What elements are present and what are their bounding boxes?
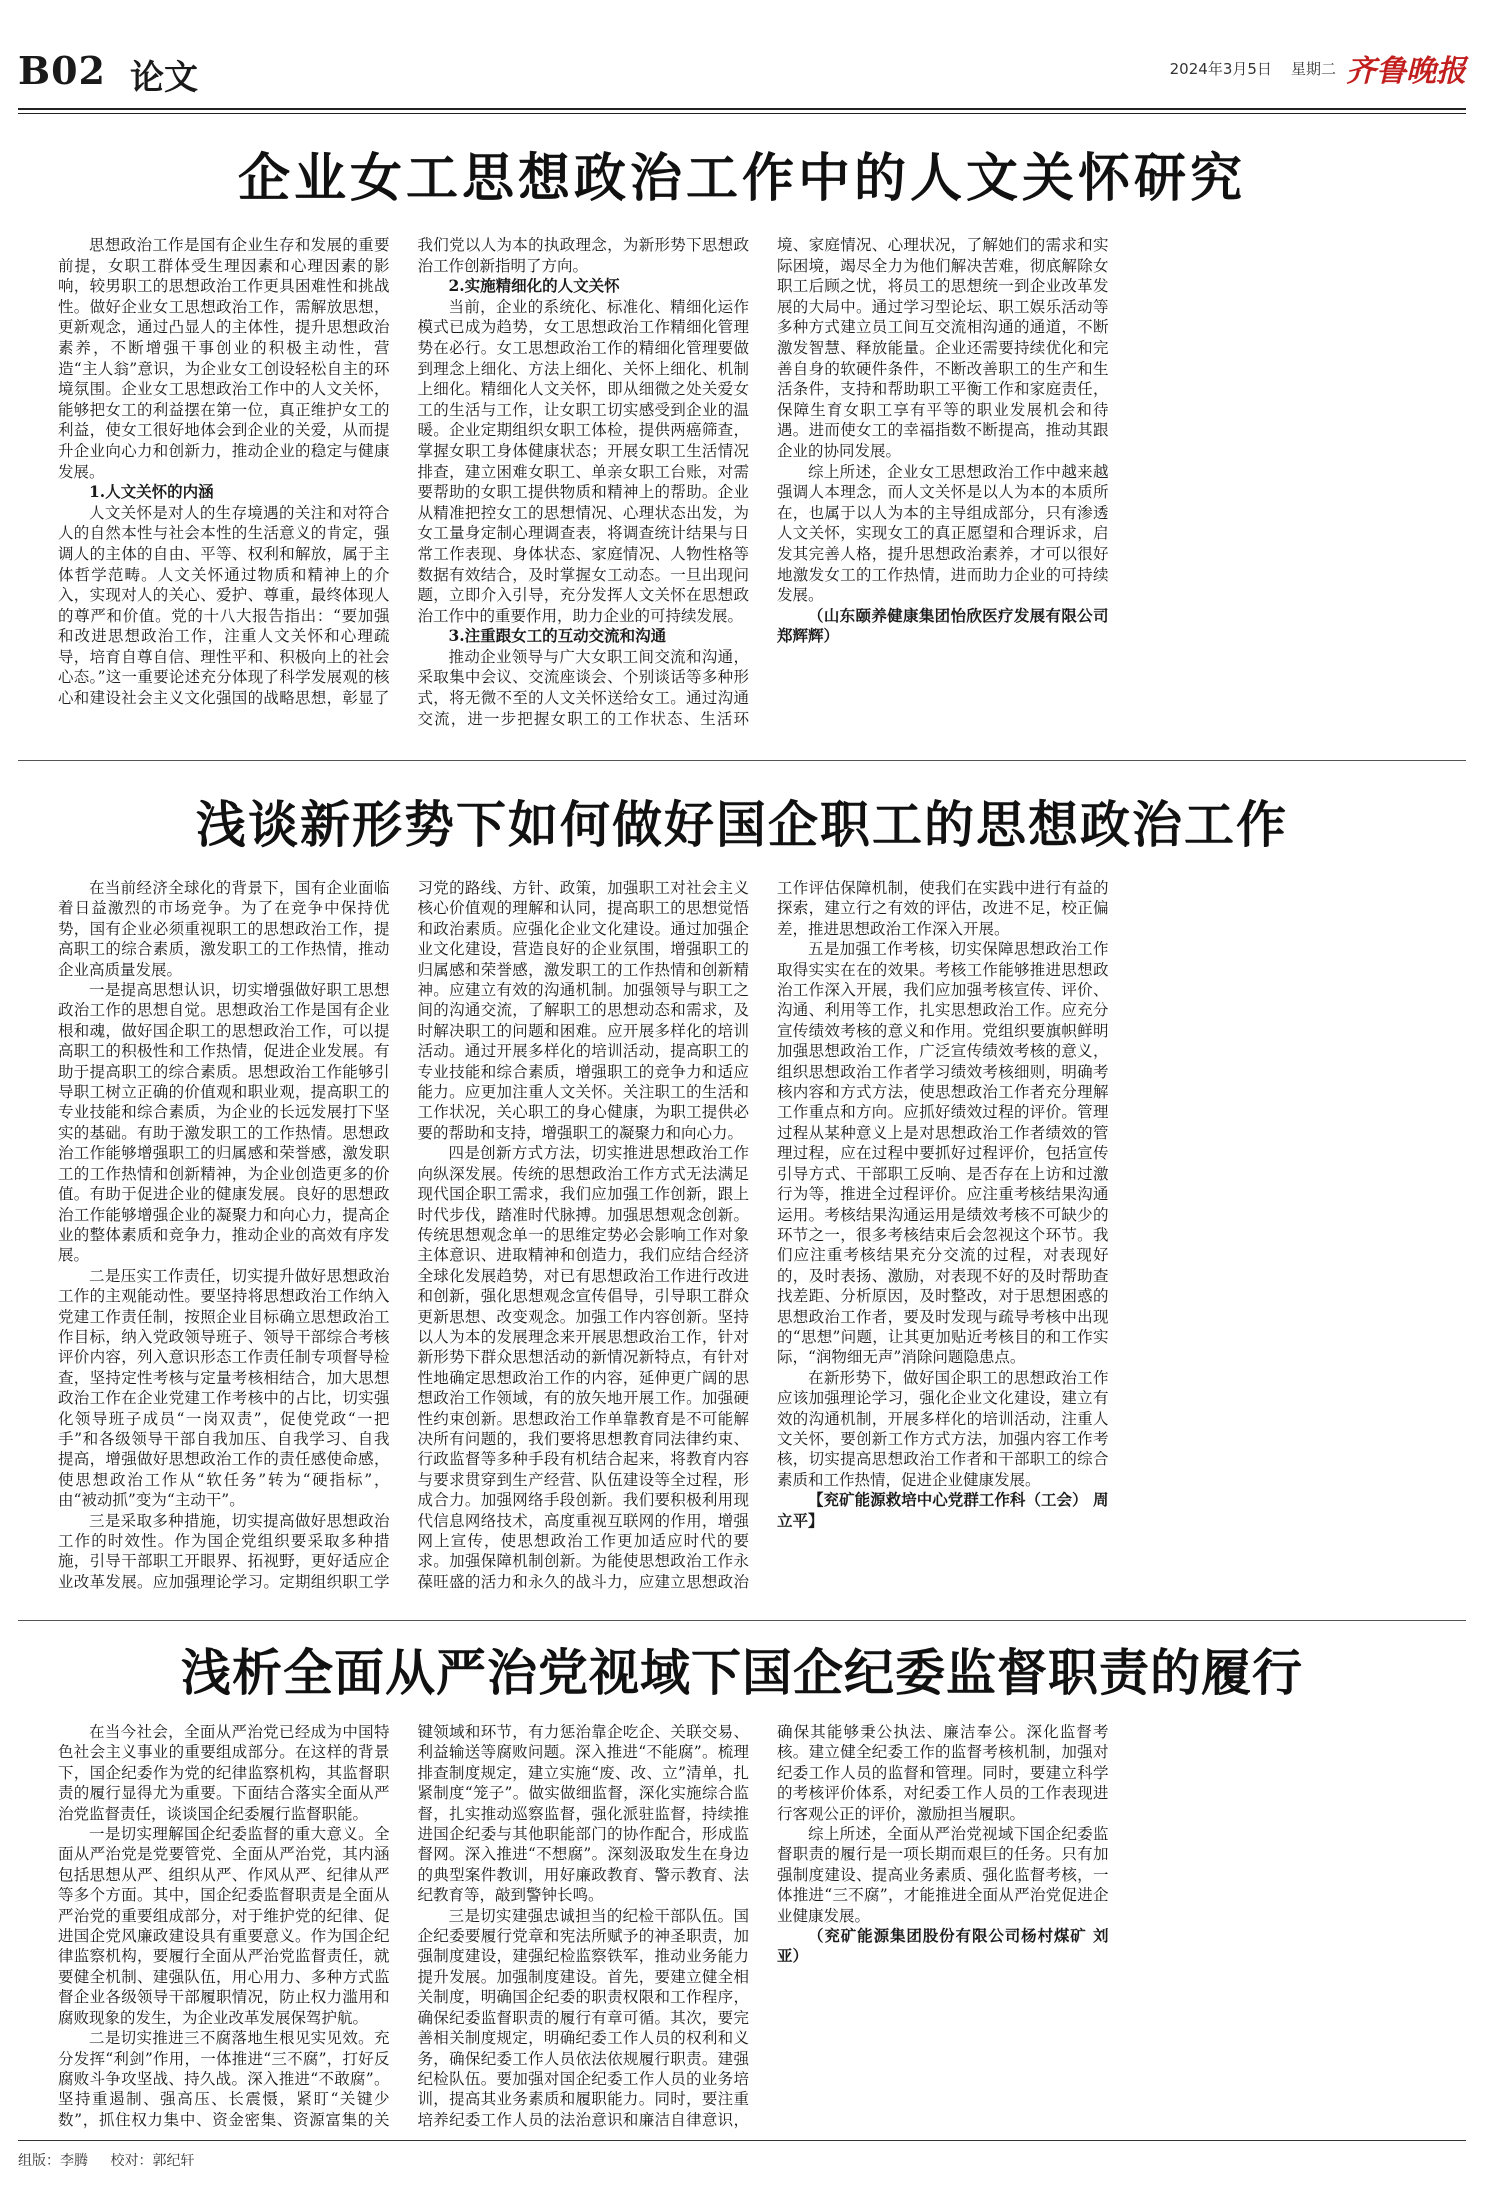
paragraph: 推动企业领导与广大女职工间交流和沟通，采取集中会议、交流座谈会、个别谈话等多种形式，将无微不至的人文关怀送给女工。通过沟通交流，进一步把握女职工的工作状态、生活环境、家庭情况、心理状况，了解她们的需求和实际困境，竭尽全力为他们解决苦难，彻底解除女职工后顾之忧，将员工的思想统一到企业改革发展的大局中。通过学习型论坛、职工娱乐活动等多种方式建立员工间互交流相沟通的通道，不断激发智慧、释放能量。企业还需要持续优化和完善自身的软硬件条件，不断改善职工的生产和生活条件，支持和帮助职工平衡工作和家庭责任，保障生育女职工享有平等的职业发展机会和待遇。进而使女工的幸福指数不断提高，推动其跟企业的协同发展。: [417, 236, 1109, 728]
page-header: [18, 36, 1466, 106]
paragraph: 在当前经济全球化的背景下，国有企业面临着日益激烈的市场竞争。为了在竞争中保持优势，国有企业必须重视职工的思想政治工作，提高职工的综合素质，激发职工的工作热情，推动企业高质量发展。: [58, 879, 390, 979]
article-separator: [18, 760, 1466, 761]
paragraph: 人文关怀是对人的生存境遇的关注和对符合人的自然本性与社会本性的生活意义的肯定，强调人的主体的自由、平等、权利和解放，属于主体哲学范畴。人文关怀通过物质和精神上的介入，实现对人的关心、爱护、尊重，最终体现人的尊严和价值。党的十八大报告指出：“要加强和改进思想政治工作，注重人文关怀和心理疏导，培育自尊自信、理性平和、积极向上的社会心态。”这一重要论述充分体现了科学发展观的核心和建设社会主义文化强国的战略思想，彰显了我们党以人为本的执政理念，为新形势下思想政治工作创新指明了方向。: [58, 236, 749, 708]
paragraph: 综上所述，全面从严治党视域下国企纪委监督职责的履行是一项长期而艰巨的任务。只有加强制度建设、提高业务素质、强化监督考核，一体推进“三不腐”，才能推进全面从严治党促进企业健康发展。: [777, 1825, 1109, 1925]
subheading: 2.实施精细化的人文关怀: [448, 276, 620, 296]
page-code: B02: [18, 48, 106, 93]
header-rule-thin: [18, 113, 1466, 114]
article-separator: [18, 1620, 1466, 1621]
paragraph: 在当今社会，全面从严治党已经成为中国特色社会主义事业的重要组成部分。在这样的背景下，国企纪委作为党的纪律监察机构，其监督职责的履行显得尤为重要。下面结合落实全面从严治党监督责任，谈谈国企纪委履行监督职能。: [58, 1723, 390, 1823]
paragraph: 一是切实理解国企纪委监督的重大意义。全面从严治党是党要管党、全面从严治党，其内涵包括思想从严、组织从严、作风从严、纪律从严等多个方面。其中，国企纪委监督职责是全面从严治党的重要组成部分，对于维护党的纪律、促进国企党风廉政建设具有重要意义。作为国企纪律监察机构，要履行全面从严治党监督责任，就要健全机制、建强队伍，用心用力、多种方式监督企业各级领导干部履职情况，防止权力滥用和腐败现象的发生，为企业改革发展保驾护航。: [58, 1825, 390, 2027]
subheading: 1.人文关怀的内涵: [89, 482, 214, 502]
paragraph: 三是采取多种措施，切实提高做好思想政治工作的时效性。作为国企党组织要采取多种措施，引导干部职工开眼界、拓视野，更好适应企业改革发展。应加强理论学习。定期组织职工学习党的路线、方针、政策，加强职工对社会主义核心价值观的理解和认同，提高职工的思想觉悟和政治素质。应强化企业文化建设。通过加强企业文化建设，营造良好的企业氛围，增强职工的归属感和荣誉感，激发职工的工作热情和创新精神。应建立有效的沟通机制。加强领导与职工之间的沟通交流，了解职工的思想动态和需求，及时解决职工的问题和困难。应开展多样化的培训活动。通过开展多样化的培训活动，提高职工的专业技能和综合素质，增强职工的竞争力和适应能力。应更加注重人文关怀。关注职工的生活和工作状况，关心职工的身心健康，为职工提供必要的帮助和支持，增强职工的凝聚力和向心力。: [58, 879, 749, 1591]
article-title: 浅谈新形势下如何做好国企职工的思想政治工作: [196, 795, 1288, 854]
paragraph: 当前，企业的系统化、标准化、精细化运作模式已成为趋势，女工思想政治工作精细化管理势在必行。女工思想政治工作的精细化管理要做到理念上细化、方法上细化、关怀上细化、机制上细化。精细化人文关怀，即从细微之处关爱女工的生活与工作，让女职工切实感受到企业的温暖。企业定期组织女职工体检，提供两癌筛查，掌握女职工身体健康状态；开展女职工生活情况排查，建立困难女职工、单亲女职工台账，对需要帮助的女职工提供物质和精神上的帮助。企业从精准把控女工的思想情况、心理状态出发，为女工量身定制心理调查表，将调查统计结果与日常工作表现、身体状态、家庭情况、人物性格等数据有效结合，及时掌握女工动态。一旦出现问题，立即介入引导，充分发挥人文关怀在思想政治工作中的重要作用，助力企业的可持续发展。: [417, 297, 749, 625]
date-line: [1170, 58, 1336, 79]
issue-weekday: 星期二: [1290, 60, 1336, 78]
masthead-logo: 齐鲁晚报: [1346, 54, 1466, 89]
paragraph: 一是提高思想认识，切实增强做好职工思想政治工作的思想自觉。思想政治工作是国有企业根和魂，做好国企职工的思想政治工作，可以提高职工的积极性和工作热情，促进企业发展。有助于提高职工的综合素质。思想政治工作能够引导职工树立正确的价值观和职业观，提高职工的专业技能和综合素质，为企业的长远发展打下坚实的基础。有助于激发职工的工作热情。思想政治工作能够增强职工的归属感和荣誉感，激发职工的工作热情和创新精神，为企业创造更多的价值。有助于促进企业的健康发展。良好的思想政治工作能够增强企业的凝聚力和向心力，提高企业的整体素质和竞争力，推动企业的高效有序发展。: [58, 981, 390, 1265]
article-3: [18, 1630, 1466, 2135]
author-byline: （兖矿能源集团股份有限公司杨村煤矿 刘亚）: [777, 1926, 1109, 1966]
article-title: 浅析全面从严治党视域下国企纪委监督职责的履行: [181, 1643, 1303, 1702]
paragraph: 三是切实建强忠诚担当的纪检干部队伍。国企纪委要履行党章和宪法所赋予的神圣职责，加强制度建设，建强纪检监察铁军，推动业务能力提升发展。加强制度建设。首先，要建立健全相关制度，明确国企纪委的职责权限和工作程序，确保纪委监督职责的履行有章可循。其次，要完善相关制度规定，明确纪委工作人员的权利和义务，确保纪委工作人员依法依规履行职责。建强纪检队伍。要加强对国企纪委工作人员的业务培训，提高其业务素质和履职能力。同时，要注重培养纪委工作人员的法治意识和廉洁自律意识，确保其能够秉公执法、廉洁奉公。深化监督考核。建立健全纪委工作的监督考核机制，加强对纪委工作人员的监督和管理。同时，要建立科学的考核评价体系，对纪委工作人员的工作表现进行客观公正的评价，激励担当履职。: [417, 1723, 1109, 2129]
paragraph: 思想政治工作是国有企业生存和发展的重要前提，女职工群体受生理因素和心理因素的影响，较男职工的思想政治工作更具困难性和挑战性。做好企业女工思想政治工作，需解放思想，更新观念，通过凸显人的主体性，提升思想政治素养，不断增强干事创业的积极主动性，营造“主人翁”意识，为企业女工创设轻松自主的环境氛围。企业女工思想政治工作中的人文关怀，能够把女工的利益摆在第一位，真正维护女工的利益，使女工很好地体会到企业的关爱，从而提升企业向心力和创新力，推动企业的稳定与健康发展。: [58, 236, 390, 481]
footer-rule: [18, 2140, 1466, 2141]
header-rule: [18, 108, 1466, 110]
layout-editor: 组版：李腾: [18, 2153, 88, 2169]
paragraph: 二是切实推进三不腐落地生根见实见效。充分发挥“利剑”作用，一体推进“三不腐”，打好反腐败斗争攻坚战、持久战。深入推进“不敢腐”。坚持重遏制、强高压、长震慑，紧盯“关键少数”，抓住权力集中、资金密集、资源富集的关键领域和环节，有力惩治靠企吃企、关联交易、利益输送等腐败问题。深入推进“不能腐”。梳理排查制度规定，建立实施“废、改、立”清单，扎紧制度“笼子”。做实做细监督，深化实施综合监督，扎实推动巡察监督，强化派驻监督，持续推进国企纪委与其他职能部门的协作配合，形成监督网。深入推进“不想腐”。深刻汲取发生在身边的典型案件教训，用好廉政教育、警示教育、法纪教育等，敲到警钟长鸣。: [58, 1723, 749, 2129]
paragraph: 四是创新方式方法，切实推进思想政治工作向纵深发展。传统的思想政治工作方式无法满足现代国企职工需求，我们应加强工作创新，跟上时代步伐，踏准时代脉搏。加强思想观念创新。传统思想观念单一的思维定势必会影响工作对象主体意识、进取精神和创造力，我们应结合经济全球化发展趋势，对已有思想政治工作进行改进和创新，强化思想观念宣传倡导，引导职工群众更新思想、改变观念。加强工作内容创新。坚持以人为本的发展理念来开展思想政治工作，针对新形势下群众思想活动的新情况新特点，有针对性地确定思想政治工作的内容，延伸更广阔的思想政治工作领域，有的放矢地开展工作。加强硬性约束创新。思想政治工作单靠教育是不可能解决所有问题的，我们要将思想教育同法律约束、行政监督等多种手段有机结合起来，将教育内容与要求贯穿到生产经营、队伍建设等全过程，形成合力。加强网络手段创新。我们要积极利用现代信息网络技术，高度重视互联网的作用，增强网上宣传，使思想政治工作更加适应时代的要求。加强保障机制创新。为能使思想政治工作永葆旺盛的活力和永久的战斗力，应建立思想政治工作评估保障机制，使我们在实践中进行有益的探索，建立行之有效的评估，改进不足，校正偏差，推进思想政治工作深入开展。: [417, 879, 1109, 1591]
page-footer: [18, 2150, 212, 2170]
issue-date: 2024年3月5日: [1169, 60, 1272, 78]
article-2: [18, 770, 1466, 1610]
article-body: [58, 878, 1468, 1608]
author-byline: （山东颐养健康集团怡欣医疗发展有限公司 郑辉辉）: [777, 605, 1109, 646]
article-body: [58, 1722, 1468, 2132]
paragraph: 在新形势下，做好国企职工的思想政治工作应该加强理论学习，强化企业文化建设，建立有效的沟通机制，开展多样化的培训活动，注重人文关怀，要创新工作方式方法，加强内容工作考核，切实提高思想政治工作者和干部职工的综合素质和工作热情，促进企业健康发展。: [777, 1368, 1109, 1489]
article-body: [58, 235, 1468, 743]
article-1: [18, 125, 1466, 745]
article-title: 企业女工思想政治工作中的人文关怀研究: [237, 148, 1246, 209]
paragraph: 二是压实工作责任，切实提升做好思想政治工作的主观能动性。要坚持将思想政治工作纳入党建工作责任制，按照企业目标确立思想政治工作目标，纳入党政领导班子、领导干部综合考核评价内容，列入意识形态工作责任制专项督导检查，坚持定性考核与定量考核相结合，加大思想政治工作在企业党建工作考核中的占比，切实强化领导班子成员“一岗双责”，促使党政“一把手”和各级领导干部自我加压、自我学习、自我提高，增强做好思想政治工作的责任感使命感，使思想政治工作从“软任务”转为“硬指标”，由“被动抓”变为“主动干”。: [58, 1266, 390, 1510]
paragraph: 五是加强工作考核，切实保障思想政治工作取得实实在在的效果。考核工作能够推进思想政治工作深入开展，我们应加强考核宣传、评价、沟通、利用等工作，扎实思想政治工作。应充分宣传绩效考核的意义和作用。党组织要旗帜鲜明加强思想政治工作，广泛宣传绩效考核的意义，组织思想政治工作者学习绩效考核细则，明确考核内容和方式方法，使思想政治工作者充分理解工作重点和方向。应抓好绩效过程的评价。管理过程从某种意义上是对思想政治工作者绩效的管理过程，应在过程中要抓好过程评价，包括宣传引导方式、干部职工反响、是否存在上访和过激行为等，推进全过程评价。应注重考核结果沟通运用。考核结果沟通运用是绩效考核不可缺少的环节之一，很多考核结束后会忽视这个环节。我们应注重考核结果充分交流的过程，对表现好的，及时表扬、激励，对表现不好的及时帮助查找差距、分析原因，及时整改，对于思想困惑的思想政治工作者，要及时发现与疏导考核中出现的“思想”问题，让其更加贴近考核目的和工作实际，“润物细无声”消除问题隐患点。: [777, 940, 1109, 1367]
proofreader: 校对：郭纪轩: [110, 2153, 195, 2169]
subheading: 3.注重跟女工的互动交流和沟通: [448, 626, 667, 646]
section-name: 论文: [130, 58, 198, 98]
paragraph: 综上所述，企业女工思想政治工作中越来越强调人本理念，而人文关怀是以人为本的本质所在，也属于以人为本的主导组成部分，只有渗透人文关怀，实现女工的真正愿望和合理诉求，启发其完善人格，提升思想政治素养，才可以很好地激发女工的工作热情，进而助力企业的可持续发展。: [777, 462, 1109, 605]
author-byline: 【兖矿能源救培中心党群工作科（工会） 周立平】: [777, 1490, 1109, 1530]
